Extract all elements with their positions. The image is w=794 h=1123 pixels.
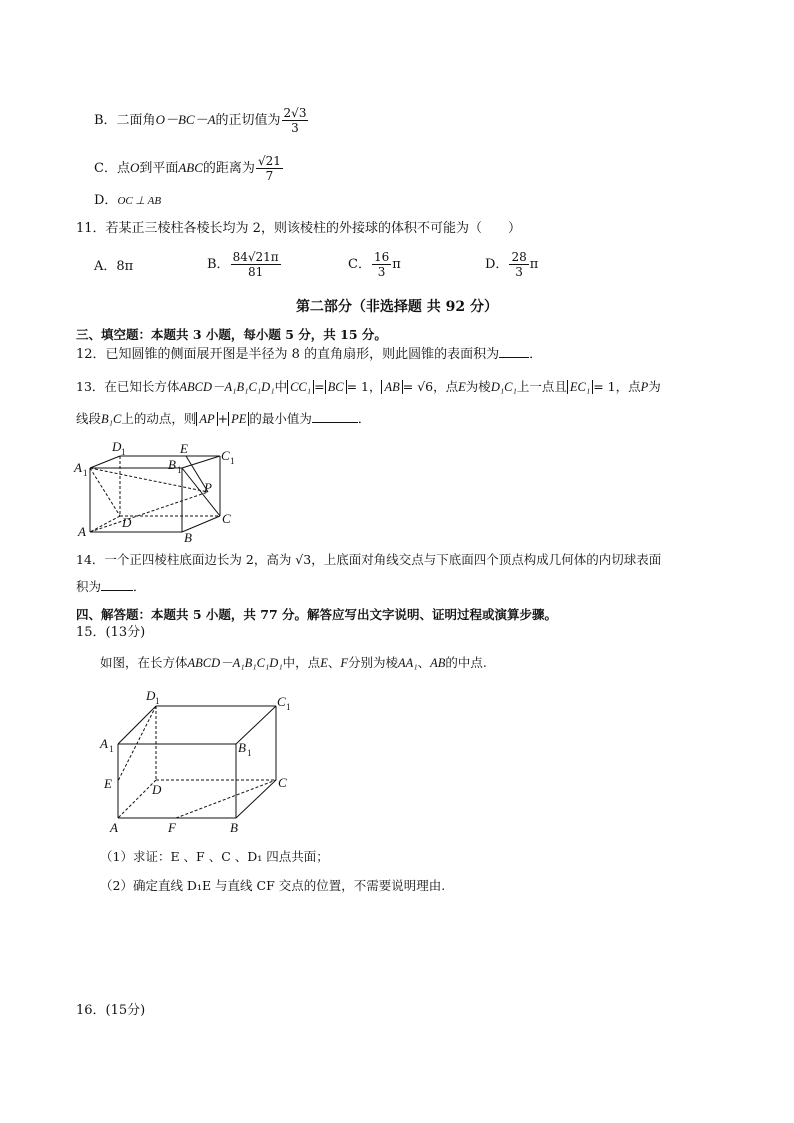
q13-label-a1: A xyxy=(74,460,82,475)
q13-label-d: D xyxy=(122,515,132,530)
q13-label-d1: D xyxy=(112,439,122,454)
q10-option-c: C．点O到平面ABC的距离为 $\frac{√21}{7}$ xyxy=(94,154,281,183)
q15-cuboid-figure xyxy=(96,684,306,836)
q15-label-d1: D xyxy=(146,688,156,703)
q16-head: 16．(15分) xyxy=(76,1003,146,1018)
q15-label-c1: C xyxy=(277,694,286,709)
q15-label-d: D xyxy=(152,782,162,797)
svg-text:1: 1 xyxy=(177,465,182,475)
q13-label-p: P xyxy=(204,480,212,495)
q15-label-b: B xyxy=(230,820,238,835)
q15-label-e: E xyxy=(104,776,112,791)
q15-label-f: F xyxy=(168,820,176,835)
svg-text:1: 1 xyxy=(247,748,252,758)
q15-part1: （1）求证：E 、F 、C 、D₁ 四点共面； xyxy=(100,849,329,864)
q10-b-text: 的正切值为 xyxy=(215,113,281,128)
svg-text:1: 1 xyxy=(109,744,114,754)
q13-label-b1: B xyxy=(168,457,176,472)
q15-part2: （2）确定直线 D₁E 与直线 CF 交点的位置，不需要说明理由. xyxy=(100,878,446,893)
q14-line2: 积为 ． xyxy=(76,579,146,594)
q13-label-a: A xyxy=(78,524,86,539)
q13-blank xyxy=(312,410,358,423)
svg-text:1: 1 xyxy=(286,702,291,712)
q14-blank xyxy=(101,578,133,591)
q15-head: 15．(13分) xyxy=(76,625,146,640)
q13-cuboid-figure xyxy=(70,436,250,546)
part2-title: 第二部分（非选择题 共 92 分） xyxy=(295,299,499,315)
q11-option-c: C． $\frac{16}{3}$ π xyxy=(348,250,401,279)
q15-label-b1: B xyxy=(238,740,246,755)
q13-label-e: E xyxy=(180,441,188,456)
svg-text:1: 1 xyxy=(155,696,160,706)
q10-b-fraction: $\frac{2√3}{3}$ xyxy=(283,106,307,135)
q15-label-a1: A xyxy=(100,736,108,751)
q15-label-c: C xyxy=(278,775,287,790)
q10-option-d: D．OC ⊥ AB xyxy=(94,193,162,208)
section3-heading: 三、填空题：本题共 3 小题，每小题 5 分，共 15 分。 xyxy=(76,327,387,342)
q10-c-fraction: $\frac{√21}{7}$ xyxy=(257,154,281,183)
q13-label-c: C xyxy=(222,511,231,526)
q15-stem: 如图，在长方体ABCD－A₁B₁C₁D₁中，点E、F分别为棱AA₁、AB的中点. xyxy=(100,655,487,670)
svg-text:1: 1 xyxy=(83,468,88,478)
q15-label-a: A xyxy=(110,820,118,835)
q13-line2: 线段B₁C上的动点，则 AP + PE 的最小值为 ． xyxy=(76,411,371,426)
q13-line1: 13．在已知长方体ABCD－A₁B₁C₁D₁中 CC₁ = BC = 1， AB = √6，点E为棱D₁C₁上一点且 EC₁ = 1，点P为 xyxy=(76,379,661,394)
q11-option-d: D． $\frac{28}{3}$ π xyxy=(485,250,539,279)
svg-text:1: 1 xyxy=(121,447,126,457)
q11-stem: 11．若某正三棱柱各棱长均为 2，则该棱柱的外接球的体积不可能为（ ） xyxy=(76,221,521,236)
q12-blank xyxy=(499,345,529,358)
q10-b-expr: O－BC－A xyxy=(155,112,216,127)
q13-label-c1: C xyxy=(221,448,230,463)
q13-label-b: B xyxy=(184,530,192,545)
q14-line1: 14．一个正四棱柱底面边长为 2，高为 √3，上底面对角线交点与下底面四个顶点构成几何体的内切球表面 xyxy=(76,552,662,567)
q12: 12．已知圆锥的侧面展开图是半径为 8 的直角扇形，则此圆锥的表面积为 ． xyxy=(76,347,543,362)
section4-heading: 四、解答题：本题共 5 小题，共 77 分。解答应写出文字说明、证明过程或演算步骤。 xyxy=(76,607,558,622)
q10-b-label: B．二面角 xyxy=(94,113,156,128)
q10-option-b xyxy=(94,106,309,135)
svg-text:1: 1 xyxy=(230,456,235,466)
q11-option-b: B． $\frac{84√21\pi}{81}$ xyxy=(207,250,279,279)
q11-option-a: A．8π xyxy=(94,259,134,274)
